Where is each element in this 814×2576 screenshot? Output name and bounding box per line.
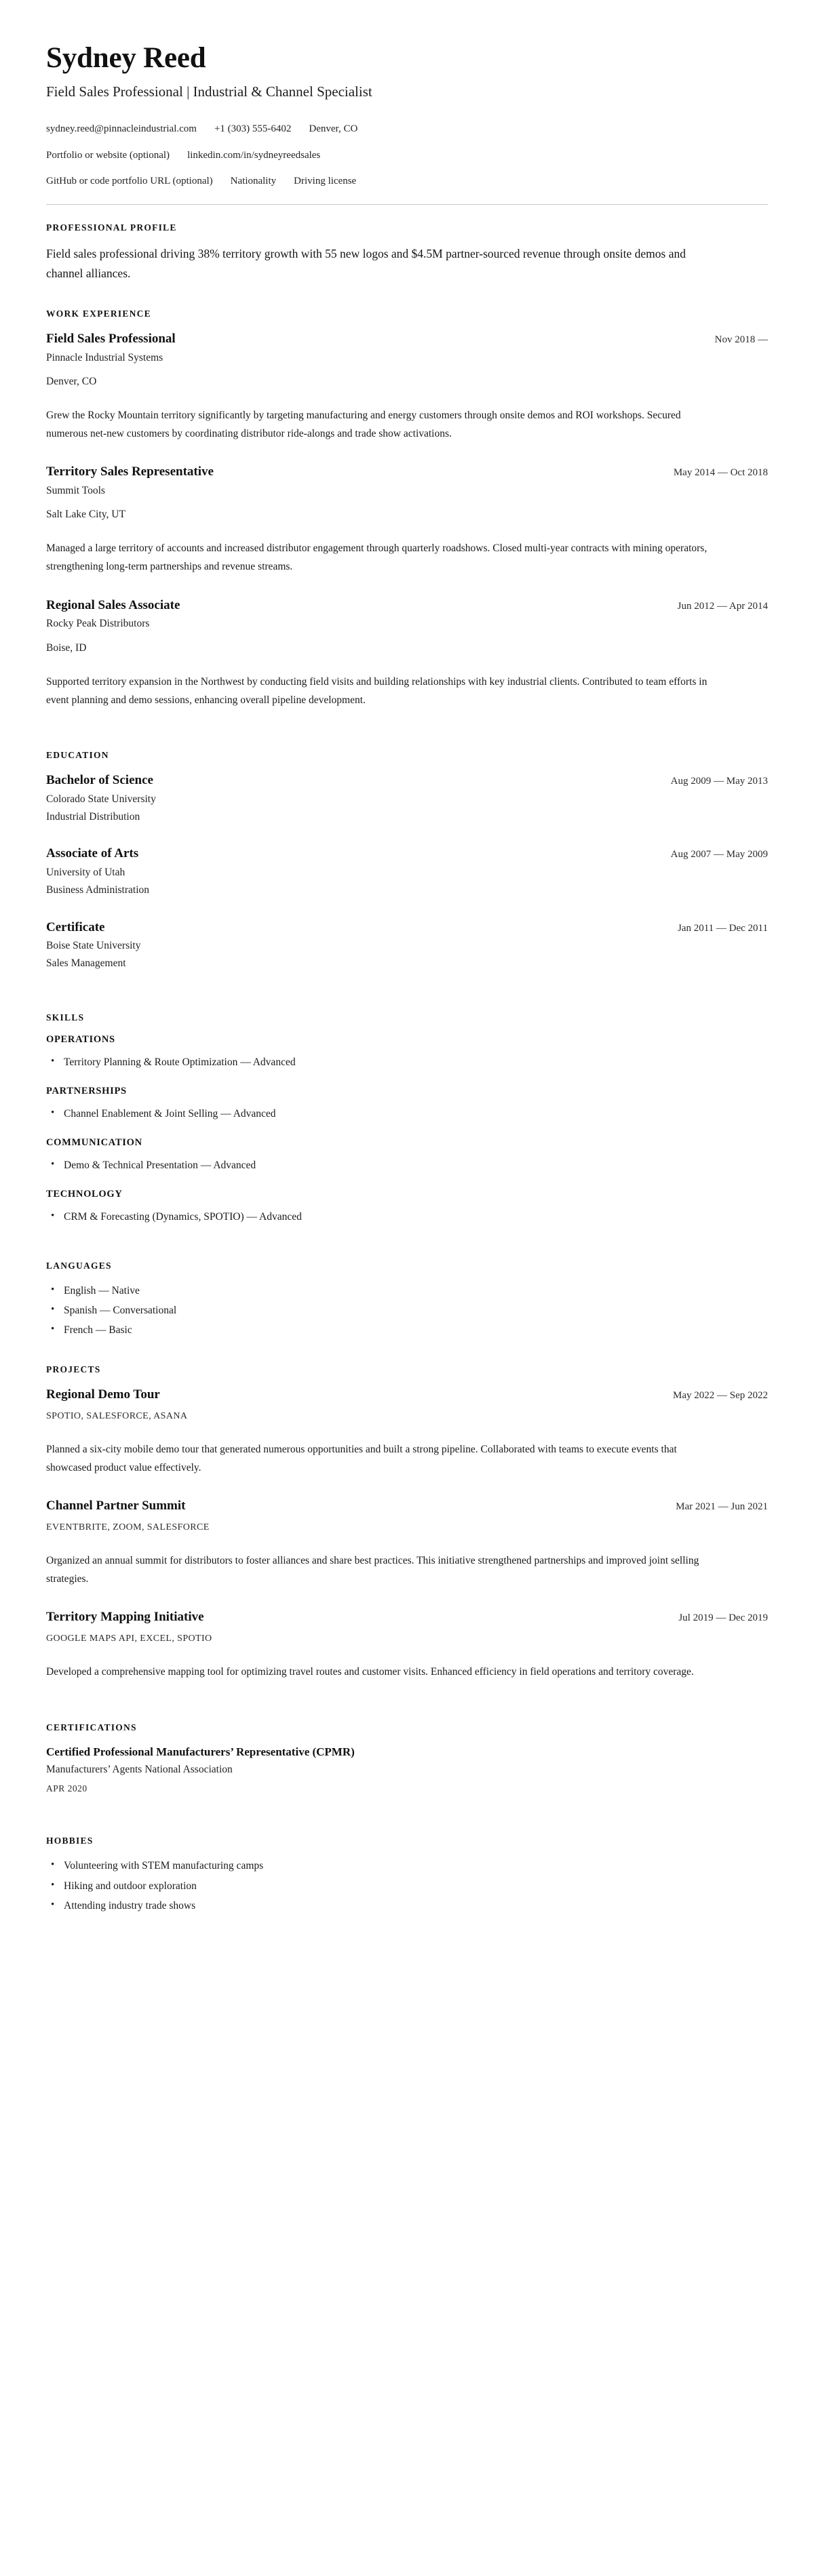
driving-license-placeholder-text[interactable]: Driving license — [294, 175, 357, 186]
project-name: Channel Partner Summit — [46, 1499, 186, 1513]
work-description: Grew the Rocky Mountain territory significantly by targeting manufacturing and energy customers through onsite demos and ROI workshops. Secured numerous net-new customers by coordinating distributor ride-alongs and trade show activations. — [46, 410, 681, 439]
hobby-item: • Hiking and outdoor exploration — [46, 1878, 768, 1895]
education-school: Colorado State University — [46, 793, 156, 805]
work-entry-head — [46, 330, 768, 348]
section-title-skills: SKILLS — [46, 1012, 85, 1023]
education-entry — [46, 919, 768, 972]
work-entry-head — [46, 463, 768, 481]
work-date-range: Jun 2012 — Apr 2014 — [677, 600, 768, 612]
candidate-name: Sydney Reed — [46, 42, 206, 74]
education-degree: Bachelor of Science — [46, 773, 153, 788]
education-date-range: Aug 2007 — May 2009 — [670, 849, 768, 860]
section-title-languages: LANGUAGES — [46, 1261, 112, 1271]
project-tech-stack: GOOGLE MAPS API, EXCEL, SPOTIO — [46, 1633, 212, 1644]
work-description: Managed a large territory of accounts and increased distributor engagement through quarterly roadshows. Closed multi-year contracts with mining operators, strengthening long-term partnerships and revenue streams. — [46, 542, 708, 573]
skill-category-label: COMMUNICATION — [46, 1136, 142, 1148]
work-entry — [46, 330, 768, 443]
project-entry — [46, 1497, 768, 1588]
hobby-item: • Attending industry trade shows — [46, 1897, 768, 1914]
contact-row-3 — [46, 174, 768, 189]
education-field: Sales Management — [46, 957, 126, 970]
contact-row-2 — [46, 148, 768, 163]
work-job-title: Field Sales Professional — [46, 331, 176, 346]
education-school: Boise State University — [46, 940, 141, 952]
section-title-projects: PROJECTS — [46, 1364, 101, 1375]
project-description: Developed a comprehensive mapping tool for optimizing travel routes and customer visits. Enhanced efficiency in field operations and territory coverage. — [46, 1665, 694, 1678]
work-date-range: May 2014 — Oct 2018 — [673, 467, 768, 479]
email-text[interactable]: sydney.reed@pinnacleindustrial.com — [46, 123, 197, 135]
section-skills — [46, 1012, 768, 1225]
education-school: University of Utah — [46, 867, 125, 879]
candidate-headline: Field Sales Professional | Industrial & Channel Specialist — [46, 83, 372, 100]
section-languages — [46, 1261, 768, 1339]
linkedin-text[interactable]: linkedin.com/in/sydneyreedsales — [187, 149, 321, 161]
work-job-title: Territory Sales Representative — [46, 464, 214, 479]
skill-list — [46, 1157, 768, 1174]
skill-category-label: OPERATIONS — [46, 1033, 115, 1045]
project-date-range: Mar 2021 — Jun 2021 — [676, 1501, 768, 1513]
skill-category-label: PARTNERSHIPS — [46, 1085, 127, 1096]
education-entry-head — [46, 772, 768, 789]
education-degree: Associate of Arts — [46, 846, 139, 861]
skill-item: • Demo & Technical Presentation — Advanced — [46, 1157, 768, 1174]
work-entry-head — [46, 597, 768, 614]
education-degree: Certificate — [46, 919, 105, 934]
education-field: Industrial Distribution — [46, 811, 140, 823]
phone-text[interactable]: +1 (303) 555-6402 — [214, 123, 292, 135]
work-date-range: Nov 2018 — — [714, 334, 768, 345]
language-item: • English — Native — [46, 1282, 768, 1299]
section-education — [46, 750, 768, 971]
education-field: Business Administration — [46, 884, 149, 896]
project-entry-head — [46, 1386, 768, 1404]
work-description: Supported territory expansion in the Northwest by conducting field visits and building relationships with key industrial clients. Contributed to team efforts in event planning and demo sessions, enhancing overall pipeline development. — [46, 675, 708, 706]
skill-group — [46, 1137, 768, 1174]
section-work-experience — [46, 309, 768, 709]
certification-date: APR 2020 — [46, 1783, 88, 1794]
portfolio-placeholder-text[interactable]: Portfolio or website (optional) — [46, 149, 170, 161]
languages-list — [46, 1282, 768, 1339]
skill-list — [46, 1054, 768, 1071]
work-location: Boise, ID — [46, 641, 87, 654]
hobby-item: • Volunteering with STEM manufacturing camps — [46, 1857, 768, 1874]
certification-entry — [46, 1744, 768, 1796]
section-hobbies — [46, 1836, 768, 1914]
skill-item: • Territory Planning & Route Optimization — Advanced — [46, 1054, 768, 1071]
education-entry — [46, 772, 768, 825]
resume-header — [46, 42, 768, 189]
project-entry — [46, 1386, 768, 1477]
section-title-hobbies: HOBBIES — [46, 1836, 94, 1846]
education-date-range: Aug 2009 — May 2013 — [670, 776, 768, 787]
work-location: Salt Lake City, UT — [46, 509, 125, 521]
education-entry — [46, 845, 768, 898]
hobbies-list — [46, 1857, 768, 1914]
section-professional-profile — [46, 222, 768, 283]
project-entry-head — [46, 1497, 768, 1515]
certification-name: Certified Professional Manufacturers’ Representative (CPMR) — [46, 1745, 355, 1758]
project-description: Organized an annual summit for distributors to foster alliances and share best practices. This initiative strengthened partnerships and improved joint selling strategies. — [46, 1555, 699, 1585]
nationality-placeholder-text[interactable]: Nationality — [230, 175, 277, 186]
work-entry — [46, 597, 768, 709]
skill-group — [46, 1189, 768, 1225]
section-title-work-experience: WORK EXPERIENCE — [46, 308, 151, 319]
project-description: Planned a six-city mobile demo tour that generated numerous opportunities and built a strong pipeline. Collaborated with teams to execute events that showcased product value effectively. — [46, 1444, 677, 1473]
section-title-education: EDUCATION — [46, 750, 109, 761]
work-company: Pinnacle Industrial Systems — [46, 351, 163, 363]
header-divider — [46, 204, 768, 205]
project-date-range: May 2022 — Sep 2022 — [673, 1390, 768, 1402]
certification-issuer: Manufacturers’ Agents National Association — [46, 1764, 233, 1776]
work-location: Denver, CO — [46, 375, 97, 387]
skill-list — [46, 1105, 768, 1122]
project-tech-stack: SPOTIO, SALESFORCE, ASANA — [46, 1411, 188, 1422]
education-entry-head — [46, 845, 768, 863]
work-company: Summit Tools — [46, 484, 105, 496]
work-entry — [46, 463, 768, 576]
skill-category-label: TECHNOLOGY — [46, 1189, 123, 1200]
contact-row-1 — [46, 121, 768, 137]
skill-group — [46, 1086, 768, 1122]
work-job-title: Regional Sales Associate — [46, 597, 180, 612]
section-certifications — [46, 1722, 768, 1796]
project-name: Regional Demo Tour — [46, 1387, 160, 1402]
skill-item: • CRM & Forecasting (Dynamics, SPOTIO) — Advanced — [46, 1208, 768, 1225]
project-tech-stack: EVENTBRITE, ZOOM, SALESFORCE — [46, 1522, 210, 1533]
project-entry — [46, 1608, 768, 1681]
language-item: • Spanish — Conversational — [46, 1302, 768, 1319]
profile-summary-text: Field sales professional driving 38% territory growth with 55 new logos and $4.5M partner-sourced revenue through onsite demos and channel alliances. — [46, 247, 686, 280]
skill-item: • Channel Enablement & Joint Selling — Advanced — [46, 1105, 768, 1122]
skill-group — [46, 1034, 768, 1071]
project-date-range: Jul 2019 — Dec 2019 — [678, 1612, 768, 1624]
section-projects — [46, 1364, 768, 1681]
language-item: • French — Basic — [46, 1322, 768, 1339]
project-entry-head — [46, 1608, 768, 1626]
education-date-range: Jan 2011 — Dec 2011 — [677, 922, 768, 934]
location-text: Denver, CO — [309, 123, 358, 135]
project-name: Territory Mapping Initiative — [46, 1610, 204, 1625]
github-placeholder-text[interactable]: GitHub or code portfolio URL (optional) — [46, 175, 213, 186]
section-title-professional-profile: PROFESSIONAL PROFILE — [46, 222, 177, 233]
work-company: Rocky Peak Distributors — [46, 618, 150, 630]
section-title-certifications: CERTIFICATIONS — [46, 1722, 137, 1732]
education-entry-head — [46, 919, 768, 936]
skill-list — [46, 1208, 768, 1225]
